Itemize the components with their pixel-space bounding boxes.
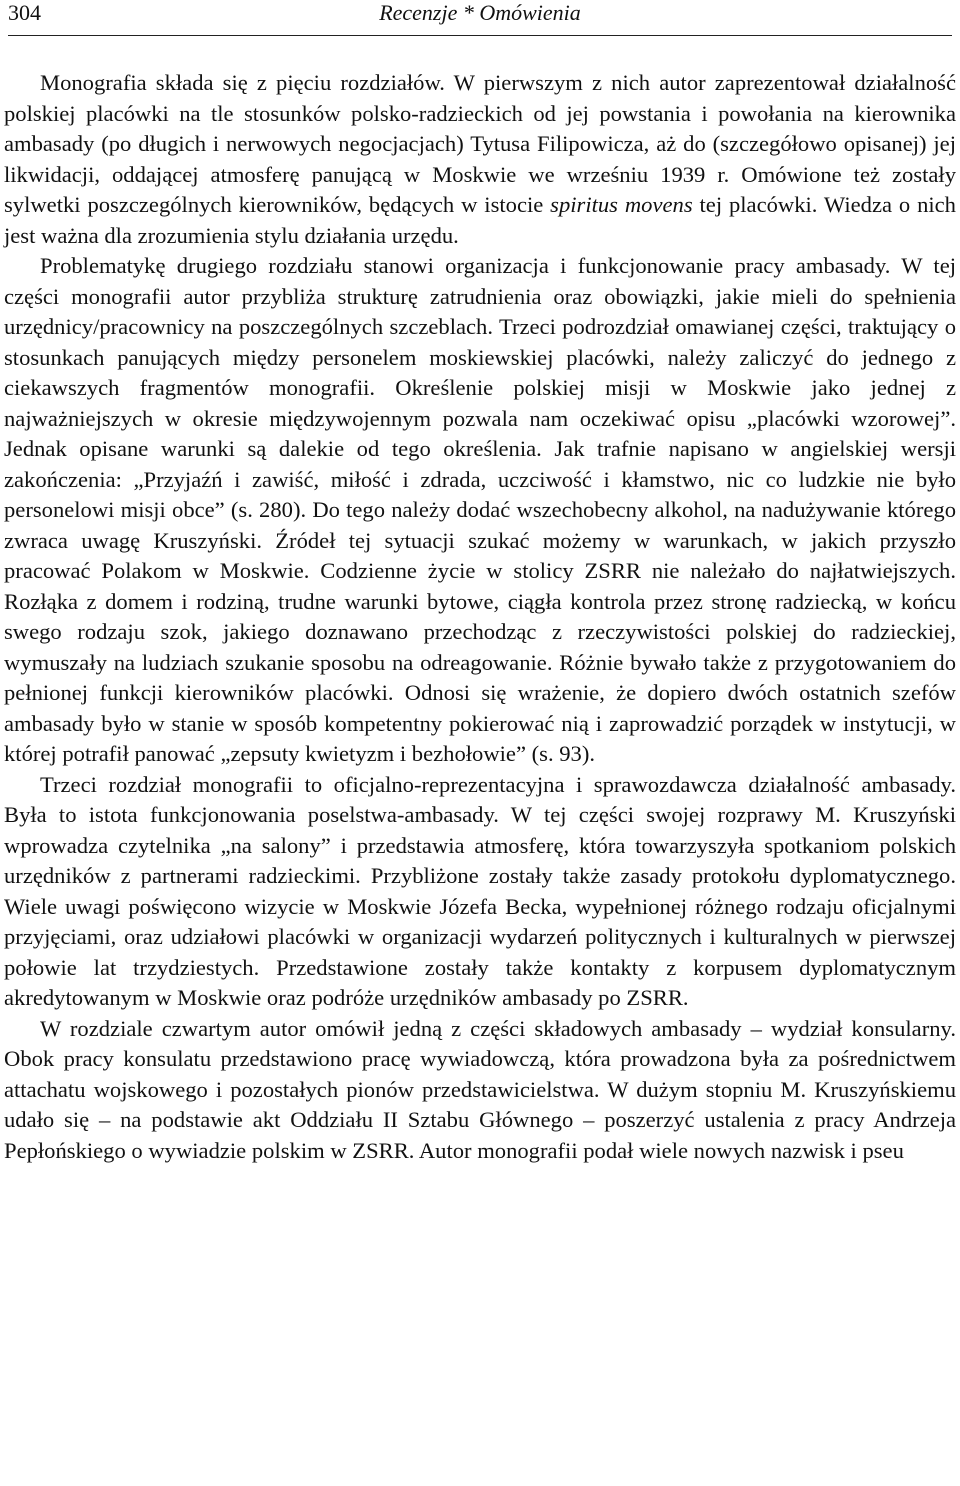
page-header <box>4 0 956 36</box>
page-number: 304 <box>8 0 41 25</box>
paragraph-text: W rozdziale czwartym autor omówił jedną z części składowych ambasady – wydział konsularny. Obok pracy konsulatu przedstawiono pracę wywiadowczą, która prowadzona była za pośrednictwem attachatu wojskowego i pozostałych pionów przedstawicielstwa. W dużym stopniu M. Kruszyńskiemu udało się – na podstawie akt Oddziału II Sztabu Głównego – poszerzyć ustalenia z pracy Andrzeja Pepłońskiego o wywiadzie polskim w ZSRR. Autor monografii podał wiele nowych nazwisk i pseu <box>4 1015 956 1163</box>
body-text <box>4 68 956 1166</box>
paragraph-4 <box>4 1014 956 1167</box>
italic-phrase: spiritus movens <box>550 192 693 217</box>
paragraph-2 <box>4 251 956 770</box>
paragraph-text: Trzeci rozdział monografii to oficjalno-reprezentacyjna i sprawozdawcza działalność ambasady. Była to istota funkcjonowania poselstwa-ambasady. W tej części swojej rozprawy M. Kruszyński wprowadza czytelnika „na salony” i przedstawia atmosferę, która towarzyszyła spotkaniom polskich urzędników z partnerami radzieckimi. Przybliżone zostały także zasady protokołu dyplomatycznego. Wiele uwagi poświęcono wizycie w Moskwie Józefa Becka, wypełnionej różnego rodzaju oficjalnymi przyjęciami, oraz udziałowi placówki w organizacji wydarzeń politycznych i kulturalnych w pierwszej połowie lat trzydziestych. Przedstawione zostały także kontakty z korpusem dyplomatycznym akredytowanym w Moskwie oraz podróże urzędników ambasady po ZSRR. <box>4 771 956 1010</box>
paragraph-text: Problematykę drugiego rozdziału stanowi organizacja i funkcjonowanie pracy ambasady. W tej części monografii autor przybliża strukturę zatrudnienia oraz obowiązki, jakie mieli do spełnienia urzędnicy/pracownicy na poszczególnych szczeblach. Trzeci podrozdział omawianej części, traktujący o stosunkach panujących między personelem moskiewskiej placówki, należy zaliczyć do jednego z ciekawszych fragmentów monografii. Określenie polskiej misji w Moskwie jako jednej z najważniejszych w okresie międzywojennym pozwala nam oczekiwać opisu „placówki wzorowej”. Jednak opisane warunki są dalekie od tego określenia. Jak trafnie napisano w angielskiej wersji zakończenia: „Przyjaźń i zawiść, miłość i zdrada, uczciwość i kłamstwo, nic co ludzkie nie było personelowi misji obce” (s. 280). Do tego należy dodać wszechobecny alkohol, na nadużywanie którego zwraca uwagę Kruszyński. Źródeł tej sytuacji szukać możemy w warunkach, w jakich przyszło pracować Polakom w Moskwie. Codzienne życie w stolicy ZSRR nie należało do najłatwiejszych. Rozłąka z domem i rodziną, trudne warunki bytowe, ciągła kontrola przez stronę radziecką, w końcu swego rodzaju szok, jakiego doznawano przechodząc z rzeczywistości polskiej do radzieckiej, wymuszały na ludziach szukanie sposobu na odreagowanie. Różnie bywało także z przygotowaniem do pełnionej funkcji kierowników placówki. Odnosi się wrażenie, że dopiero dwóch ostatnich szefów ambasady było w stanie w sposób kompetentny pokierować nią i zaprowadzić porządek w instytucji, w której potrafił panować „zepsuty kwietyzm i bezhołowie” (s. 93). <box>4 253 956 766</box>
header-rule <box>8 35 952 36</box>
running-head: Recenzje * Omówienia <box>379 0 581 25</box>
paragraph-3 <box>4 770 956 1014</box>
paragraph-1 <box>4 68 956 251</box>
paragraph-text: Monografia składa się z pięciu rozdziałów. W pierwszym z nich autor zaprezentował działalność polskiej placówki na tle stosunków polsko-radzieckich od jej powstania i powołania na kierownika ambasady (po długich i nerwowych negocjacjach) Tytusa Filipowicza, aż do (szczegółowo opisanej) jej likwidacji, oddającej atmosferę panującą w Moskwie we wrześniu 1939 r. Omówione też zostały sylwetki poszczególnych kierowników, będących w istocie <box>4 70 956 217</box>
paragraph-text: tej placówki. Wiedza o nich jest ważna dla zrozumienia stylu działania urzędu. <box>4 192 956 248</box>
